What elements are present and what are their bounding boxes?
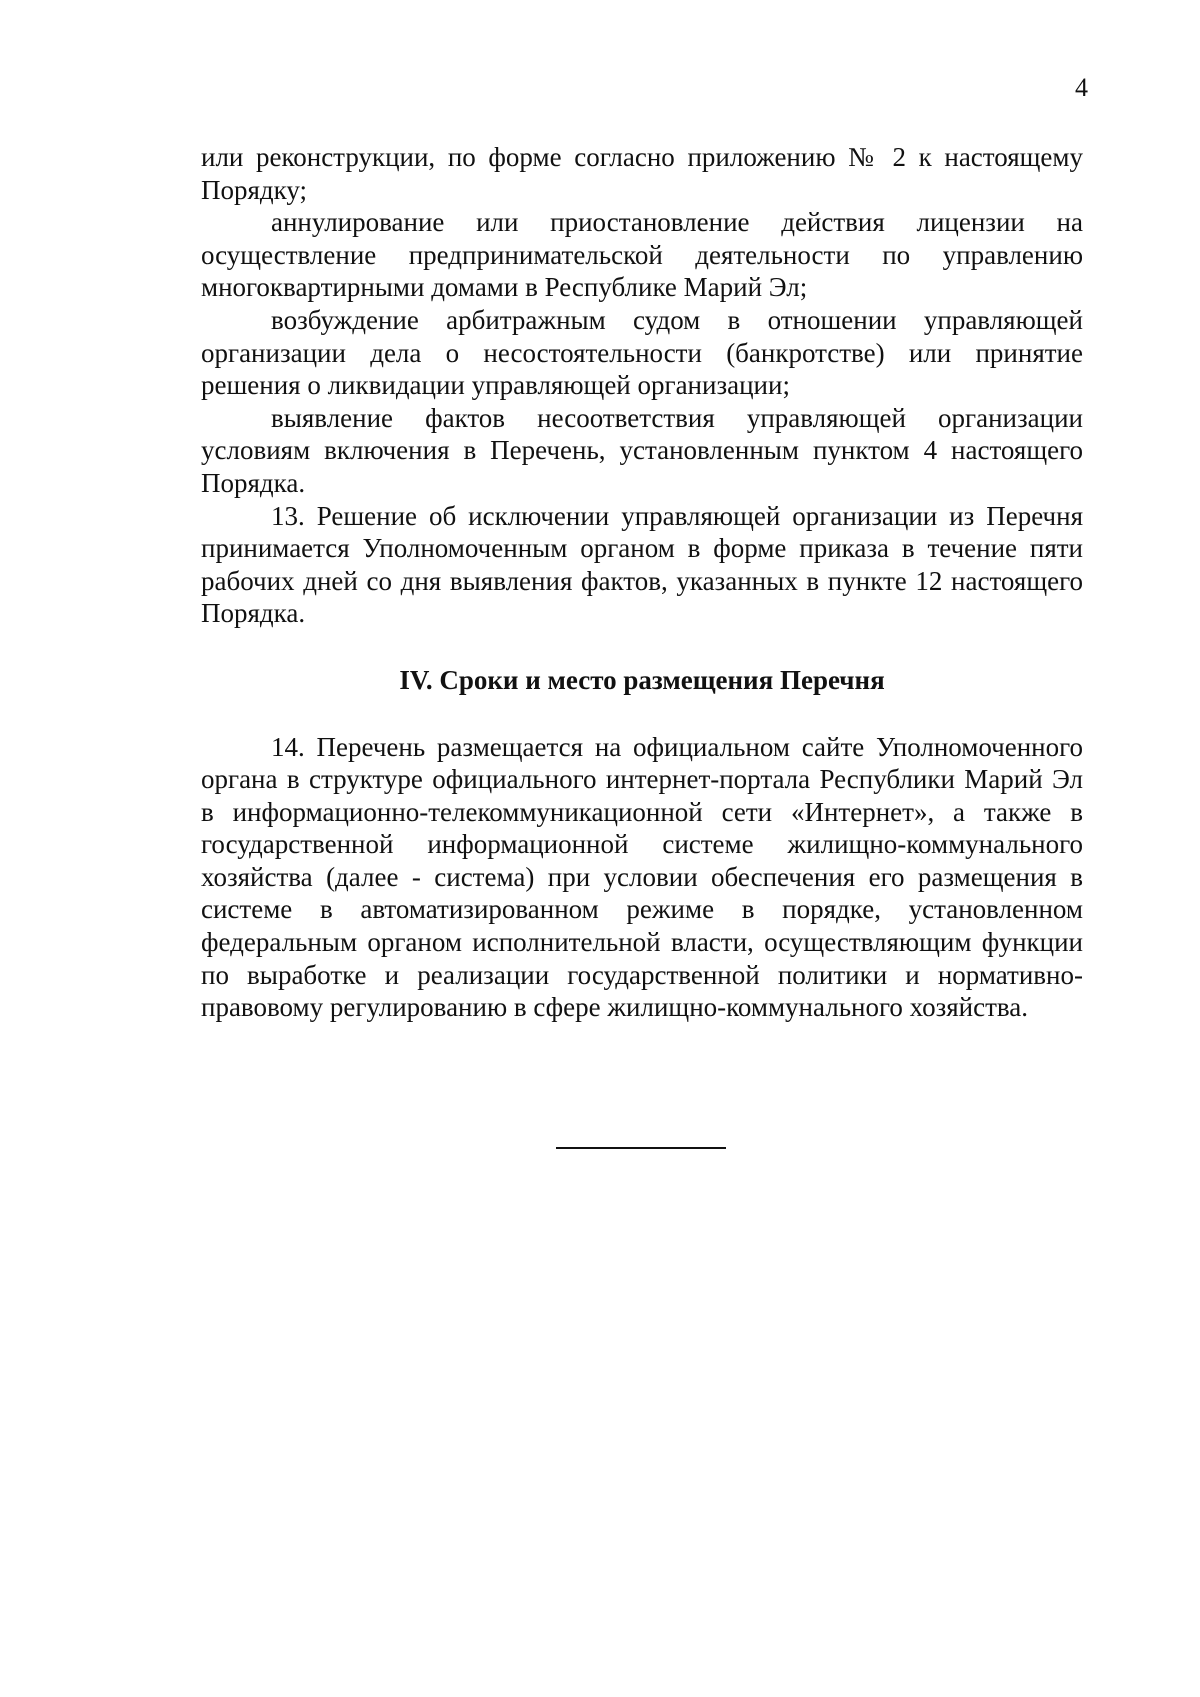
paragraph-item-14: 14. Перечень размещается на официальном сайте Уполномоченного органа в структуре официального интернет-портала Республики Марий Эл в информационно-телекоммуникационной сети «Интернет», а также в государственной информационной системе жилищно-коммунального хозяйства (далее - система) при условии обеспечения его размещения в системе в автоматизированном режиме в порядке, установленном федеральным органом исполнительной власти, осуществляющим функции по выработке и реализации государственной политики и нормативно-правовому регулированию в сфере жилищно-коммунального хозяйства. <box>201 731 1083 1023</box>
paragraph-noncompliance: выявление фактов несоответствия управляющей организации условиям включения в Перечень, установленным пунктом 4 настоящего Порядка. <box>201 402 1083 498</box>
paragraph-license-annulment: аннулирование или приостановление действия лицензии на осуществление предпринимательской деятельности по управлению многоквартирными домами в Республике Марий Эл; <box>201 207 1083 303</box>
paragraph-continuation: или реконструкции, по форме согласно приложению № 2 к настоящему Порядку; <box>201 142 1083 205</box>
page-number: 4 <box>1075 73 1088 102</box>
paragraph-item-13: 13. Решение об исключении управляющей организации из Перечня принимается Уполномоченным органом в форме приказа в течение пяти рабочих дней со дня выявления фактов, указанных в пункте 12 настоящего Порядка. <box>201 500 1083 629</box>
section-heading: IV. Сроки и место размещения Перечня <box>399 664 885 695</box>
end-of-document-rule <box>556 1147 726 1149</box>
paragraph-bankruptcy: возбуждение арбитражным судом в отношении управляющей организации дела о несостоятельности (банкротстве) или принятие решения о ликвидации управляющей организации; <box>201 304 1083 401</box>
document-body <box>201 141 1083 1024</box>
